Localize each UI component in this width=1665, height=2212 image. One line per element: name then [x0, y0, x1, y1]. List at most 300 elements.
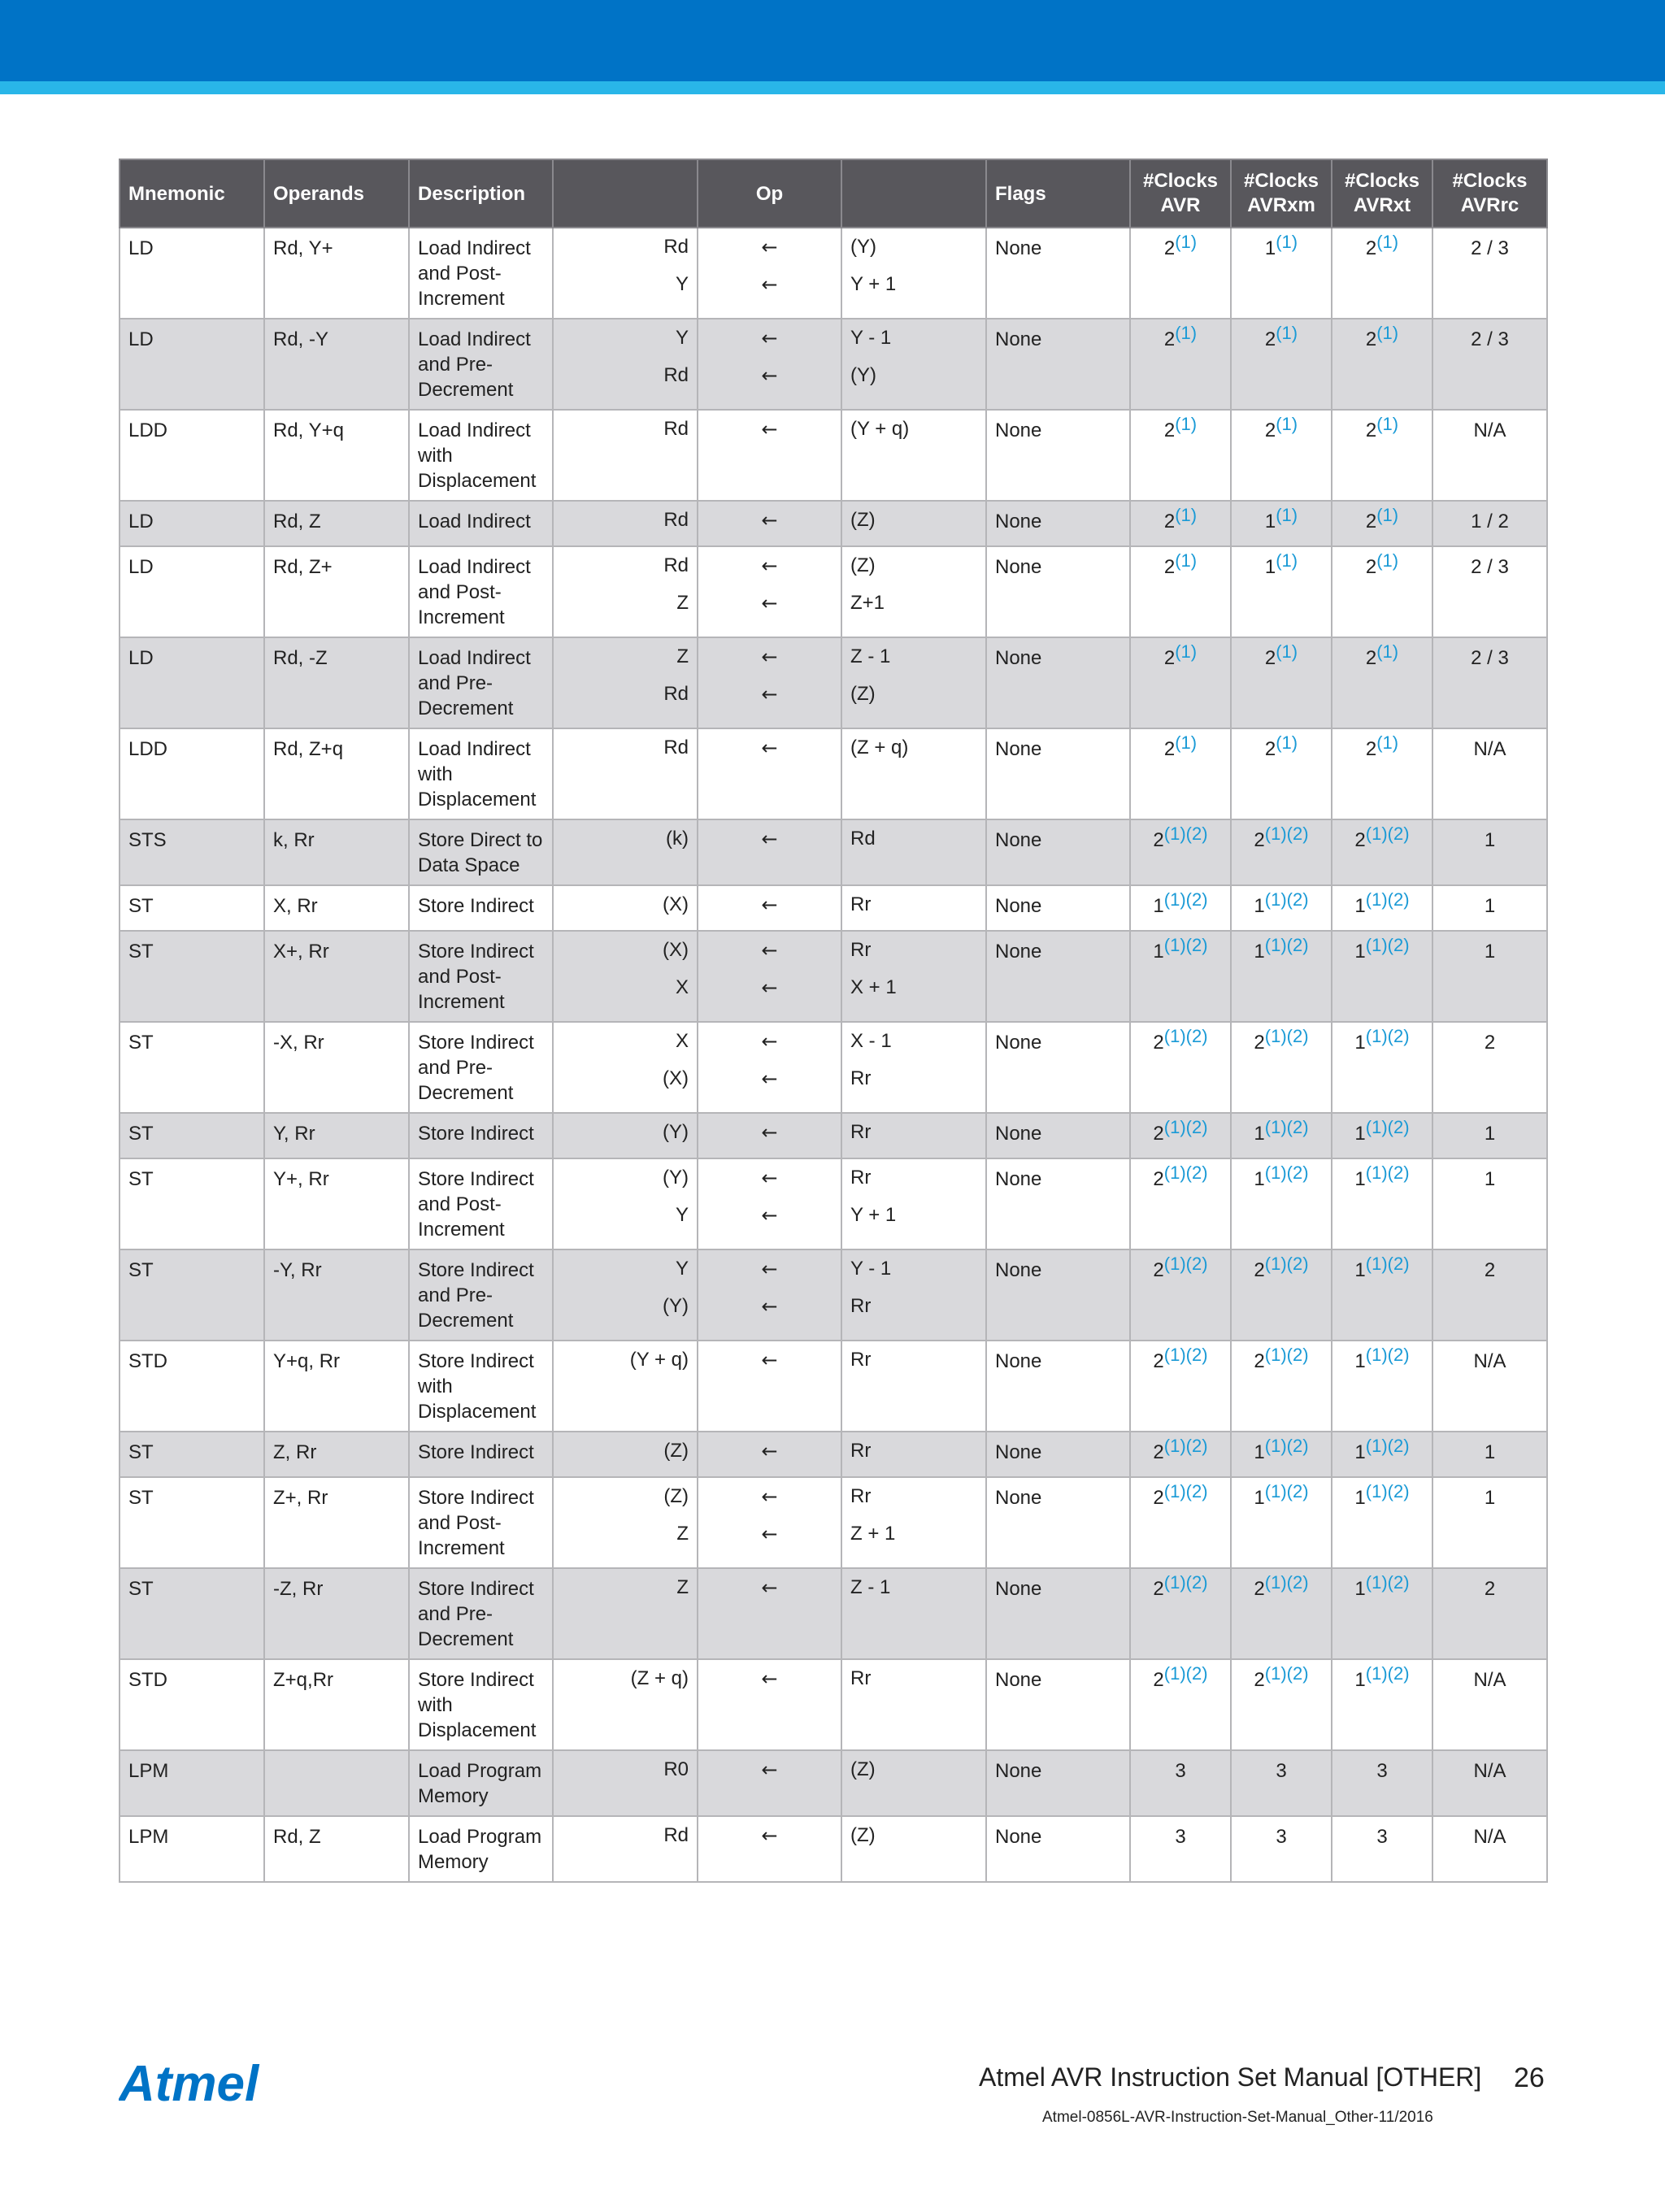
table-header-row	[120, 159, 1547, 228]
footnote-ref: (1)	[1276, 505, 1298, 525]
cell-operands: -Y, Rr	[264, 1249, 409, 1341]
cell-op-dst: (Y + q)	[553, 1341, 698, 1432]
cell-op-src: (Z)	[841, 1816, 986, 1882]
cell-clocks-avrxt: 2(1)	[1332, 410, 1432, 501]
cell-clocks-avrxt: 1(1)(2)	[1332, 1249, 1432, 1341]
cell-clocks-avrrc: 2	[1432, 1022, 1547, 1113]
cell-clocks-avrrc: 1	[1432, 819, 1547, 885]
cell-clocks-avrxm: 2(1)(2)	[1231, 1659, 1332, 1750]
footnote-ref: (1)(2)	[1163, 1026, 1208, 1046]
table-row	[120, 1158, 1547, 1249]
footer-title: Atmel AVR Instruction Set Manual [OTHER]	[979, 2062, 1482, 2092]
cell-clocks-avrrc: 1	[1432, 1113, 1547, 1158]
cell-clocks-avr: 2(1)	[1130, 546, 1231, 637]
cell-clocks-avrxm: 1(1)(2)	[1231, 885, 1332, 931]
cell-description: Store Indirect and Post-Increment	[409, 1158, 553, 1249]
cell-clocks-avrrc: N/A	[1432, 728, 1547, 819]
cell-op-src: Rr	[841, 1659, 986, 1750]
cell-operands: -Z, Rr	[264, 1568, 409, 1659]
table-row	[120, 319, 1547, 410]
col-clocks-avrxt: #Clocks AVRxt	[1332, 159, 1432, 228]
cell-op-arrow: ←	[698, 1750, 841, 1816]
cell-flags: None	[986, 1568, 1130, 1659]
cell-clocks-avrxt: 2(1)	[1332, 546, 1432, 637]
cell-clocks-avrxt: 1(1)(2)	[1332, 885, 1432, 931]
cell-op-src: Rr Z + 1	[841, 1477, 986, 1568]
footnote-ref: (1)(2)	[1163, 1345, 1208, 1365]
footnote-ref: (1)(2)	[1163, 1436, 1208, 1456]
cell-op-dst: Rd	[553, 728, 698, 819]
cell-op-arrow: ←	[698, 819, 841, 885]
cell-op-dst: Z Rd	[553, 637, 698, 728]
cell-description: Load Indirect with Displacement	[409, 728, 553, 819]
cell-clocks-avrxm: 2(1)	[1231, 410, 1332, 501]
cell-operands: Y+, Rr	[264, 1158, 409, 1249]
cell-clocks-avr: 2(1)	[1130, 228, 1231, 319]
cell-clocks-avrrc: 1	[1432, 1158, 1547, 1249]
cell-clocks-avr: 2(1)	[1130, 637, 1231, 728]
cell-op-arrow: ← ←	[698, 319, 841, 410]
cell-clocks-avrxt: 1(1)(2)	[1332, 1158, 1432, 1249]
cell-op-arrow: ←	[698, 1659, 841, 1750]
cell-mnemonic: LDD	[120, 410, 264, 501]
cell-op-dst: (Y) Y	[553, 1158, 698, 1249]
footnote-ref: (1)(2)	[1264, 1117, 1309, 1137]
cell-op-dst: Y Rd	[553, 319, 698, 410]
cell-op-src: Rr	[841, 1113, 986, 1158]
footnote-ref: (1)(2)	[1365, 1026, 1410, 1046]
cell-description: Store Indirect and Pre-Decrement	[409, 1249, 553, 1341]
footnote-ref: (1)(2)	[1264, 1162, 1309, 1183]
cell-op-src: (Z)	[841, 1750, 986, 1816]
cell-mnemonic: ST	[120, 1113, 264, 1158]
footnote-ref: (1)	[1175, 323, 1198, 343]
cell-op-dst: Rd	[553, 1816, 698, 1882]
footnote-ref: (1)	[1276, 232, 1298, 252]
cell-flags: None	[986, 1113, 1130, 1158]
cell-op-src: (Z + q)	[841, 728, 986, 819]
cell-clocks-avrxm: 1(1)(2)	[1231, 1477, 1332, 1568]
footnote-ref: (1)	[1175, 232, 1198, 252]
cell-clocks-avrxm: 1(1)(2)	[1231, 1158, 1332, 1249]
cell-description: Load Program Memory	[409, 1816, 553, 1882]
cell-clocks-avr: 2(1)(2)	[1130, 1477, 1231, 1568]
cell-op-src: Rd	[841, 819, 986, 885]
table-row	[120, 228, 1547, 319]
cell-op-arrow: ←	[698, 1341, 841, 1432]
footnote-ref: (1)(2)	[1365, 1345, 1410, 1365]
cell-mnemonic: LDD	[120, 728, 264, 819]
cell-operands: Rd, -Z	[264, 637, 409, 728]
cell-clocks-avrrc: N/A	[1432, 1816, 1547, 1882]
cell-flags: None	[986, 501, 1130, 546]
table-row	[120, 1113, 1547, 1158]
cell-op-src: X - 1 Rr	[841, 1022, 986, 1113]
cell-op-arrow: ← ←	[698, 1022, 841, 1113]
cell-clocks-avrxm: 1(1)	[1231, 228, 1332, 319]
cell-op-arrow: ← ←	[698, 637, 841, 728]
footnote-ref: (1)(2)	[1163, 935, 1208, 955]
footnote-ref: (1)(2)	[1163, 1254, 1208, 1274]
cell-clocks-avrxm: 2(1)(2)	[1231, 1022, 1332, 1113]
cell-operands: Rd, Z	[264, 501, 409, 546]
cell-clocks-avrxm: 1(1)	[1231, 546, 1332, 637]
table-row	[120, 1568, 1547, 1659]
cell-flags: None	[986, 1432, 1130, 1477]
cell-clocks-avr: 2(1)	[1130, 319, 1231, 410]
cell-clocks-avrxt: 1(1)(2)	[1332, 1113, 1432, 1158]
col-mnemonic: Mnemonic	[120, 159, 264, 228]
cell-description: Store Indirect	[409, 1113, 553, 1158]
cell-clocks-avrxt: 1(1)(2)	[1332, 931, 1432, 1022]
cell-mnemonic: ST	[120, 1568, 264, 1659]
cell-description: Store Indirect and Pre-Decrement	[409, 1568, 553, 1659]
cell-op-dst: X (X)	[553, 1022, 698, 1113]
cell-op-src: (Y) Y + 1	[841, 228, 986, 319]
cell-operands: X+, Rr	[264, 931, 409, 1022]
cell-clocks-avr: 2(1)	[1130, 501, 1231, 546]
footnote-ref: (1)	[1175, 414, 1198, 434]
footnote-ref: (1)(2)	[1264, 1663, 1309, 1684]
footnote-ref: (1)	[1175, 641, 1198, 662]
cell-op-dst: (Z)	[553, 1432, 698, 1477]
footnote-ref: (1)(2)	[1264, 1436, 1309, 1456]
cell-mnemonic: LD	[120, 228, 264, 319]
cell-mnemonic: ST	[120, 1249, 264, 1341]
cell-clocks-avrxm: 3	[1231, 1750, 1332, 1816]
cell-operands: Z+q,Rr	[264, 1659, 409, 1750]
footnote-ref: (1)(2)	[1163, 1663, 1208, 1684]
cell-flags: None	[986, 319, 1130, 410]
cell-flags: None	[986, 228, 1130, 319]
cell-clocks-avrrc: 1 / 2	[1432, 501, 1547, 546]
cell-operands: -X, Rr	[264, 1022, 409, 1113]
cell-clocks-avrxt: 1(1)(2)	[1332, 1477, 1432, 1568]
atmel-logo-mark	[119, 2057, 281, 2110]
footnote-ref: (1)(2)	[1264, 1481, 1309, 1501]
col-op-src	[841, 159, 986, 228]
col-op: Op	[698, 159, 841, 228]
cell-clocks-avr: 2(1)(2)	[1130, 1341, 1231, 1432]
footnote-ref: (1)	[1376, 732, 1399, 753]
cell-clocks-avrxm: 2(1)	[1231, 319, 1332, 410]
cell-op-src: Rr Y + 1	[841, 1158, 986, 1249]
cell-clocks-avrrc: N/A	[1432, 1659, 1547, 1750]
footnote-ref: (1)(2)	[1365, 935, 1410, 955]
footnote-ref: (1)(2)	[1365, 1663, 1410, 1684]
cell-operands: Z, Rr	[264, 1432, 409, 1477]
cell-op-src: Y - 1 (Y)	[841, 319, 986, 410]
cell-op-arrow: ← ←	[698, 1249, 841, 1341]
cell-operands	[264, 1750, 409, 1816]
footnote-ref: (1)(2)	[1365, 1436, 1410, 1456]
cell-clocks-avrrc: 1	[1432, 885, 1547, 931]
footnote-ref: (1)	[1276, 641, 1298, 662]
col-op-dst	[553, 159, 698, 228]
footnote-ref: (1)	[1376, 505, 1399, 525]
cell-mnemonic: ST	[120, 1477, 264, 1568]
cell-op-arrow: ←	[698, 1568, 841, 1659]
cell-op-arrow: ←	[698, 501, 841, 546]
cell-clocks-avrxt: 2(1)	[1332, 637, 1432, 728]
cell-clocks-avr: 2(1)(2)	[1130, 1158, 1231, 1249]
cell-mnemonic: LPM	[120, 1750, 264, 1816]
cell-description: Store Indirect and Post-Increment	[409, 1477, 553, 1568]
table-row	[120, 931, 1547, 1022]
col-clocks-avrxm: #Clocks AVRxm	[1231, 159, 1332, 228]
cell-description: Store Indirect	[409, 1432, 553, 1477]
cell-mnemonic: ST	[120, 1432, 264, 1477]
footnote-ref: (1)(2)	[1365, 889, 1410, 910]
cell-op-dst: (X)	[553, 885, 698, 931]
cell-clocks-avrxt: 1(1)(2)	[1332, 1568, 1432, 1659]
header-band	[0, 0, 1665, 81]
cell-clocks-avr: 3	[1130, 1750, 1231, 1816]
table-row	[120, 1022, 1547, 1113]
cell-operands: Y+q, Rr	[264, 1341, 409, 1432]
cell-flags: None	[986, 728, 1130, 819]
cell-flags: None	[986, 1341, 1130, 1432]
cell-op-arrow: ← ←	[698, 228, 841, 319]
cell-operands: Rd, -Y	[264, 319, 409, 410]
cell-op-dst: (k)	[553, 819, 698, 885]
cell-mnemonic: ST	[120, 1158, 264, 1249]
footnote-ref: (1)(2)	[1264, 824, 1309, 844]
cell-op-dst: (X) X	[553, 931, 698, 1022]
cell-description: Store Indirect and Post-Increment	[409, 931, 553, 1022]
cell-clocks-avrxt: 2(1)	[1332, 728, 1432, 819]
header-stripe	[0, 81, 1665, 94]
cell-op-src: (Z) Z+1	[841, 546, 986, 637]
cell-mnemonic: LD	[120, 319, 264, 410]
footnote-ref: (1)(2)	[1163, 824, 1208, 844]
cell-description: Store Indirect	[409, 885, 553, 931]
cell-clocks-avrrc: 1	[1432, 931, 1547, 1022]
table-row	[120, 728, 1547, 819]
footnote-ref: (1)(2)	[1365, 824, 1410, 844]
footnote-ref: (1)(2)	[1163, 889, 1208, 910]
cell-clocks-avrrc: 2	[1432, 1568, 1547, 1659]
cell-op-arrow: ←	[698, 1113, 841, 1158]
cell-clocks-avr: 2(1)(2)	[1130, 819, 1231, 885]
cell-clocks-avr: 2(1)(2)	[1130, 1022, 1231, 1113]
col-clocks-avrrc: #Clocks AVRrc	[1432, 159, 1547, 228]
footnote-ref: (1)(2)	[1163, 1481, 1208, 1501]
cell-flags: None	[986, 1750, 1130, 1816]
instruction-table	[119, 159, 1548, 1883]
cell-op-dst: Rd Y	[553, 228, 698, 319]
cell-flags: None	[986, 1022, 1130, 1113]
footnote-ref: (1)(2)	[1264, 889, 1309, 910]
cell-op-src: Y - 1 Rr	[841, 1249, 986, 1341]
table-row	[120, 546, 1547, 637]
cell-flags: None	[986, 637, 1130, 728]
footnote-ref: (1)	[1276, 550, 1298, 571]
cell-clocks-avrrc: N/A	[1432, 410, 1547, 501]
cell-clocks-avrxt: 1(1)(2)	[1332, 1341, 1432, 1432]
cell-description: Store Indirect with Displacement	[409, 1659, 553, 1750]
cell-operands: Rd, Z+	[264, 546, 409, 637]
table-row	[120, 1341, 1547, 1432]
table-row	[120, 1659, 1547, 1750]
cell-description: Store Indirect and Pre-Decrement	[409, 1022, 553, 1113]
footnote-ref: (1)(2)	[1264, 1572, 1309, 1593]
cell-flags: None	[986, 1158, 1130, 1249]
svg-text:Atmel: Atmel	[119, 2057, 259, 2110]
cell-mnemonic: LD	[120, 637, 264, 728]
cell-op-dst: Rd	[553, 501, 698, 546]
table-row	[120, 410, 1547, 501]
cell-description: Load Program Memory	[409, 1750, 553, 1816]
document-id: Atmel-0856L-AVR-Instruction-Set-Manual_Other-11/2016	[1042, 2109, 1433, 2126]
cell-description: Store Indirect with Displacement	[409, 1341, 553, 1432]
cell-flags: None	[986, 819, 1130, 885]
footnote-ref: (1)	[1175, 550, 1198, 571]
cell-description: Load Indirect with Displacement	[409, 410, 553, 501]
cell-clocks-avrrc: N/A	[1432, 1341, 1547, 1432]
cell-op-src: (Z)	[841, 501, 986, 546]
cell-flags: None	[986, 1816, 1130, 1882]
cell-mnemonic: ST	[120, 1022, 264, 1113]
footnote-ref: (1)(2)	[1264, 1254, 1309, 1274]
col-description: Description	[409, 159, 553, 228]
table-row	[120, 1816, 1547, 1882]
footnote-ref: (1)	[1376, 323, 1399, 343]
cell-op-arrow: ← ←	[698, 931, 841, 1022]
cell-op-dst: (Z) Z	[553, 1477, 698, 1568]
cell-mnemonic: STD	[120, 1659, 264, 1750]
cell-op-dst: Y (Y)	[553, 1249, 698, 1341]
cell-op-arrow: ←	[698, 1816, 841, 1882]
cell-operands: Rd, Z+q	[264, 728, 409, 819]
cell-op-arrow: ←	[698, 410, 841, 501]
cell-op-dst: Z	[553, 1568, 698, 1659]
cell-flags: None	[986, 1659, 1130, 1750]
footnote-ref: (1)	[1175, 505, 1198, 525]
cell-clocks-avrxm: 1(1)(2)	[1231, 931, 1332, 1022]
footnote-ref: (1)(2)	[1365, 1254, 1410, 1274]
cell-clocks-avr: 2(1)(2)	[1130, 1432, 1231, 1477]
cell-op-dst: Rd Z	[553, 546, 698, 637]
table-row	[120, 1249, 1547, 1341]
cell-clocks-avr: 2(1)	[1130, 410, 1231, 501]
cell-op-arrow: ← ←	[698, 546, 841, 637]
cell-description: Load Indirect and Pre-Decrement	[409, 319, 553, 410]
cell-flags: None	[986, 931, 1130, 1022]
cell-op-arrow: ← ←	[698, 1477, 841, 1568]
cell-flags: None	[986, 1477, 1130, 1568]
cell-clocks-avr: 2(1)(2)	[1130, 1113, 1231, 1158]
cell-operands: Rd, Y+q	[264, 410, 409, 501]
cell-clocks-avr: 1(1)(2)	[1130, 931, 1231, 1022]
cell-description: Load Indirect and Pre-Decrement	[409, 637, 553, 728]
footnote-ref: (1)(2)	[1264, 935, 1309, 955]
footnote-ref: (1)(2)	[1163, 1117, 1208, 1137]
cell-op-arrow: ← ←	[698, 1158, 841, 1249]
cell-operands: Y, Rr	[264, 1113, 409, 1158]
table-row	[120, 637, 1547, 728]
footnote-ref: (1)	[1276, 414, 1298, 434]
cell-clocks-avrrc: 1	[1432, 1477, 1547, 1568]
cell-clocks-avrrc: 2	[1432, 1249, 1547, 1341]
footnote-ref: (1)(2)	[1365, 1117, 1410, 1137]
table-row	[120, 885, 1547, 931]
cell-op-dst: (Z + q)	[553, 1659, 698, 1750]
cell-clocks-avr: 2(1)(2)	[1130, 1249, 1231, 1341]
cell-clocks-avrxm: 1(1)(2)	[1231, 1432, 1332, 1477]
cell-op-dst: (Y)	[553, 1113, 698, 1158]
cell-clocks-avr: 2(1)(2)	[1130, 1568, 1231, 1659]
cell-op-dst: Rd	[553, 410, 698, 501]
col-clocks-avr: #Clocks AVR	[1130, 159, 1231, 228]
footnote-ref: (1)(2)	[1365, 1481, 1410, 1501]
cell-operands: Rd, Y+	[264, 228, 409, 319]
footnote-ref: (1)(2)	[1163, 1572, 1208, 1593]
cell-flags: None	[986, 410, 1130, 501]
cell-operands: k, Rr	[264, 819, 409, 885]
table-row	[120, 1750, 1547, 1816]
cell-clocks-avrrc: N/A	[1432, 1750, 1547, 1816]
col-operands: Operands	[264, 159, 409, 228]
cell-clocks-avr: 2(1)	[1130, 728, 1231, 819]
cell-clocks-avrxt: 2(1)	[1332, 228, 1432, 319]
cell-clocks-avrxm: 2(1)(2)	[1231, 1341, 1332, 1432]
cell-clocks-avrxt: 2(1)(2)	[1332, 819, 1432, 885]
cell-operands: X, Rr	[264, 885, 409, 931]
cell-op-arrow: ←	[698, 1432, 841, 1477]
cell-clocks-avr: 3	[1130, 1816, 1231, 1882]
cell-mnemonic: LPM	[120, 1816, 264, 1882]
atmel-logo	[119, 2057, 281, 2114]
cell-clocks-avrxt: 2(1)	[1332, 501, 1432, 546]
footnote-ref: (1)	[1376, 232, 1399, 252]
cell-description: Load Indirect and Post-Increment	[409, 228, 553, 319]
cell-mnemonic: ST	[120, 931, 264, 1022]
cell-clocks-avrxt: 3	[1332, 1816, 1432, 1882]
footnote-ref: (1)(2)	[1264, 1345, 1309, 1365]
cell-description: Store Direct to Data Space	[409, 819, 553, 885]
cell-op-src: (Y + q)	[841, 410, 986, 501]
cell-flags: None	[986, 1249, 1130, 1341]
cell-op-src: Rr X + 1	[841, 931, 986, 1022]
cell-clocks-avr: 1(1)(2)	[1130, 885, 1231, 931]
cell-mnemonic: LD	[120, 501, 264, 546]
cell-clocks-avrxm: 3	[1231, 1816, 1332, 1882]
page-number: 26	[1514, 2062, 1545, 2093]
table-row	[120, 501, 1547, 546]
cell-op-dst: R0	[553, 1750, 698, 1816]
footnote-ref: (1)	[1175, 732, 1198, 753]
cell-clocks-avrxt: 1(1)(2)	[1332, 1022, 1432, 1113]
cell-mnemonic: STD	[120, 1341, 264, 1432]
table-row	[120, 1477, 1547, 1568]
cell-description: Load Indirect	[409, 501, 553, 546]
footnote-ref: (1)(2)	[1365, 1572, 1410, 1593]
cell-clocks-avrrc: 2 / 3	[1432, 319, 1547, 410]
cell-flags: None	[986, 885, 1130, 931]
cell-operands: Rd, Z	[264, 1816, 409, 1882]
col-flags: Flags	[986, 159, 1130, 228]
footnote-ref: (1)	[1376, 641, 1399, 662]
footnote-ref: (1)	[1276, 323, 1298, 343]
cell-clocks-avrxt: 1(1)(2)	[1332, 1432, 1432, 1477]
cell-clocks-avrxm: 2(1)	[1231, 728, 1332, 819]
cell-clocks-avrxm: 2(1)	[1231, 637, 1332, 728]
cell-op-src: Rr	[841, 1341, 986, 1432]
table-row	[120, 1432, 1547, 1477]
cell-description: Load Indirect and Post-Increment	[409, 546, 553, 637]
cell-flags: None	[986, 546, 1130, 637]
